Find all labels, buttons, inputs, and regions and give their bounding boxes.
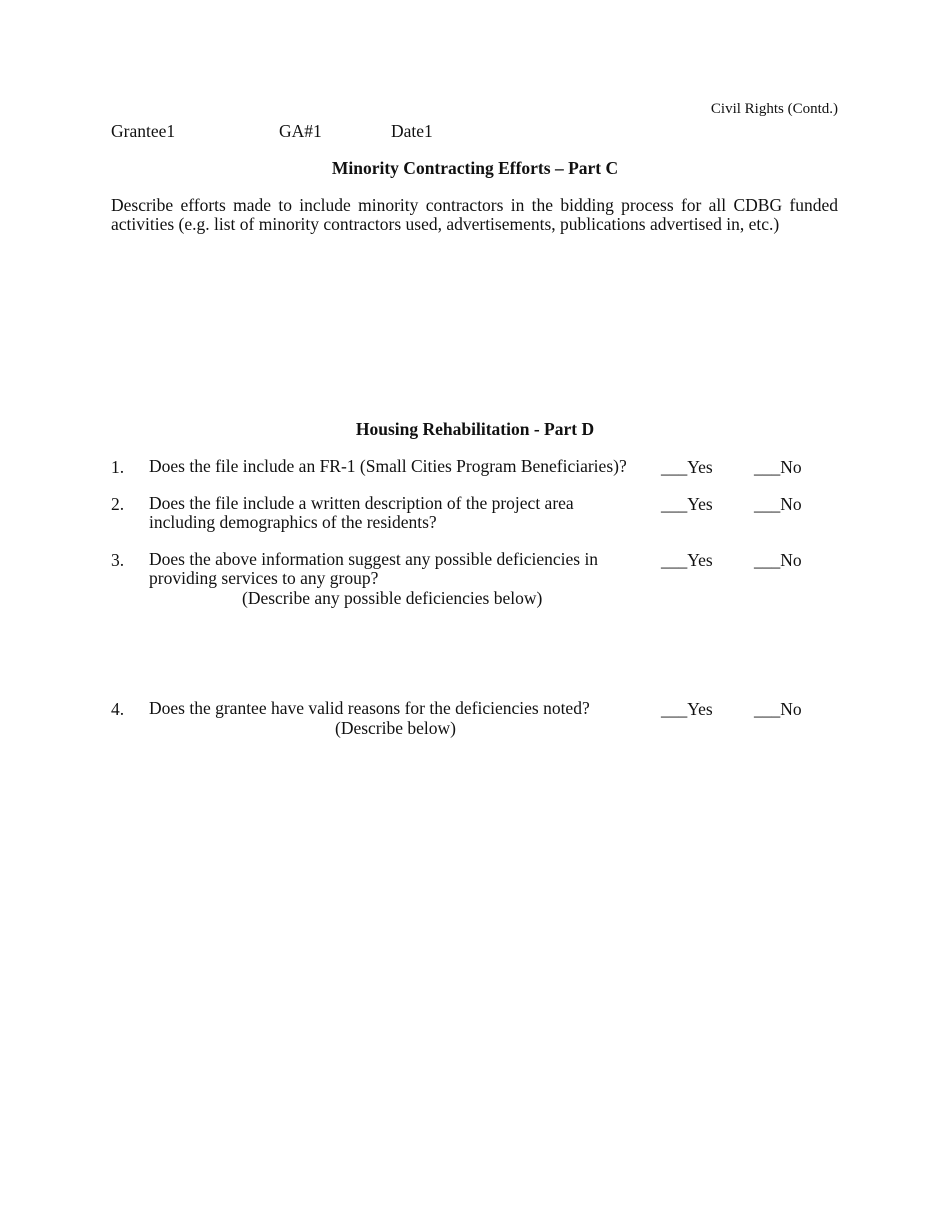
question-number: 4. bbox=[111, 699, 125, 719]
question-number: 1. bbox=[111, 457, 125, 477]
no-blank[interactable]: ___No bbox=[754, 457, 802, 477]
no-blank[interactable]: ___No bbox=[754, 699, 802, 719]
yes-blank[interactable]: ___Yes bbox=[661, 494, 713, 514]
question-text bbox=[149, 699, 590, 718]
no-blank[interactable]: ___No bbox=[754, 494, 802, 514]
section-label: Civil Rights (Contd.) bbox=[710, 101, 838, 117]
date-field: Date1 bbox=[391, 121, 433, 141]
question-note: (Describe any possible deficiencies below) bbox=[242, 588, 543, 608]
question-line-1: Does the file include an FR-1 (Small Cities Program Beneficiaries)? bbox=[149, 456, 627, 476]
question-text bbox=[149, 494, 574, 532]
yes-blank[interactable]: ___Yes bbox=[661, 699, 713, 719]
question-note: (Describe below) bbox=[335, 718, 456, 738]
grantee-field: Grantee1 bbox=[111, 121, 176, 141]
ga-number-field: GA#1 bbox=[279, 121, 322, 141]
question-text bbox=[149, 457, 627, 476]
question-line-1: Does the above information suggest any possible deficiencies in bbox=[149, 549, 599, 569]
no-blank[interactable]: ___No bbox=[754, 550, 802, 570]
question-text bbox=[149, 550, 598, 588]
question-number: 2. bbox=[111, 494, 125, 514]
yes-blank[interactable]: ___Yes bbox=[661, 550, 713, 570]
question-number: 3. bbox=[111, 550, 125, 570]
part-c-title: Minority Contracting Efforts – Part C bbox=[331, 158, 619, 178]
question-line-2: including demographics of the residents? bbox=[149, 512, 437, 532]
question-line-1: Does the file include a written description of the project area bbox=[149, 493, 574, 513]
question-line-2: providing services to any group? bbox=[149, 568, 379, 588]
yes-blank[interactable]: ___Yes bbox=[661, 457, 713, 477]
question-line-1: Does the grantee have valid reasons for the deficiencies noted? bbox=[149, 698, 590, 718]
part-d-title: Housing Rehabilitation - Part D bbox=[355, 419, 595, 439]
part-c-description: Describe efforts made to include minority contractors in the bidding process for all CDBG funded activities (e.g. list of minority contractors used, advertisements, publications advertised in, etc.) bbox=[111, 195, 838, 234]
